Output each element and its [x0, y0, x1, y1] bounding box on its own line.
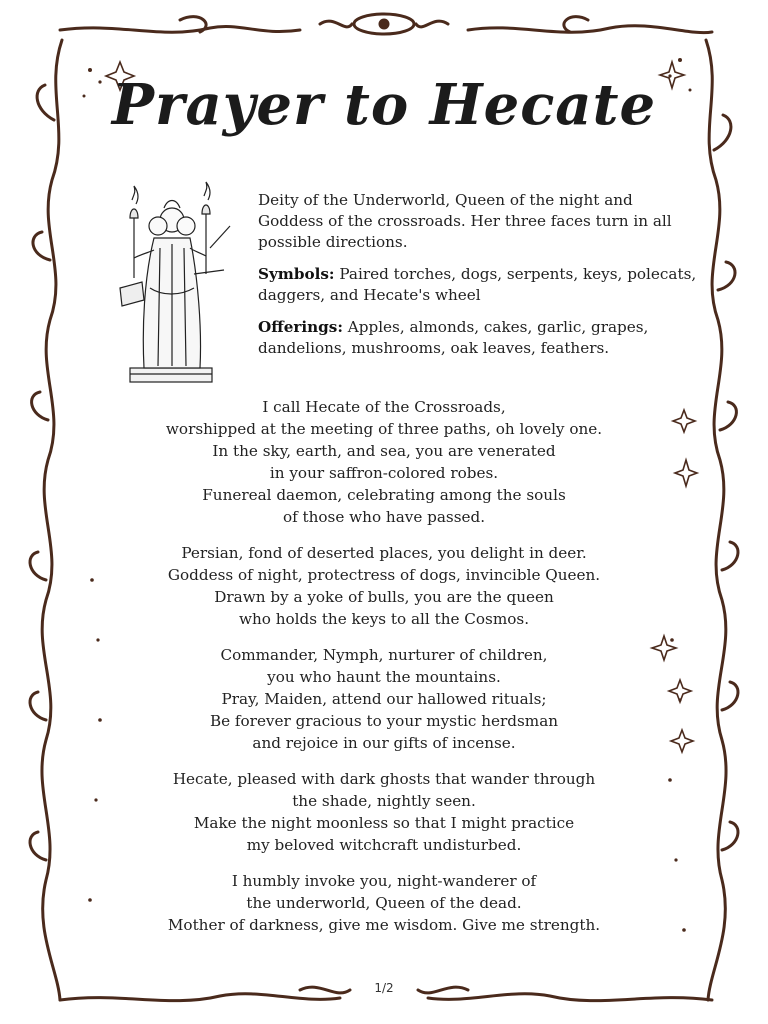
verse-line: Funereal daemon, celebrating among the souls	[202, 486, 566, 504]
verse-line: Commander, Nymph, nurturer of children,	[220, 646, 548, 664]
symbols-label: Symbols:	[258, 265, 335, 283]
symbols-text: Paired torches, dogs, serpents, keys, polecats, daggers, and Hecate's wheel	[258, 265, 697, 304]
intro-text	[258, 190, 698, 370]
hecate-statue-illustration	[114, 178, 232, 386]
stanza	[110, 396, 658, 528]
stanza	[110, 768, 658, 856]
verse-line: I humbly invoke you, night-wanderer of	[231, 872, 537, 890]
verse-line: Goddess of night, protectress of dogs, invincible Queen.	[167, 566, 601, 584]
verse-line: the shade, nightly seen.	[292, 792, 476, 810]
offerings-line	[258, 317, 698, 359]
verse-line: who holds the keys to all the Cosmos.	[238, 610, 530, 628]
verse-line: worshipped at the meeting of three paths, oh lovely one.	[165, 420, 603, 438]
page-title: Prayer to Hecate	[111, 72, 657, 138]
verse-line: my beloved witchcraft undisturbed.	[246, 836, 522, 854]
verse-line: Be forever gracious to your mystic herdsman	[209, 712, 559, 730]
offerings-text: Apples, almonds, cakes, garlic, grapes, dandelions, mushrooms, oak leaves, feathers.	[258, 318, 649, 357]
stanza	[110, 870, 658, 936]
verse-line: of those who have passed.	[282, 508, 486, 526]
prayer-verses	[110, 396, 658, 950]
verse-line: I call Hecate of the Crossroads,	[262, 398, 506, 416]
verse-line: Drawn by a yoke of bulls, you are the queen	[214, 588, 554, 606]
stanza	[110, 542, 658, 630]
verse-line: the underworld, Queen of the dead.	[246, 894, 522, 912]
deity-description: Deity of the Underworld, Queen of the night and Goddess of the crossroads. Her three faces turn in all possible directions.	[258, 191, 672, 251]
verse-line: you who haunt the mountains.	[267, 668, 501, 686]
page-number: 1/2	[374, 981, 394, 995]
verse-line: Pray, Maiden, attend our hallowed rituals;	[221, 690, 547, 708]
verse-line: Persian, fond of deserted places, you delight in deer.	[181, 544, 587, 562]
symbols-line	[258, 264, 698, 306]
verse-line: In the sky, earth, and sea, you are venerated	[212, 442, 556, 460]
verse-line: in your saffron-colored robes.	[269, 464, 499, 482]
verse-line: Hecate, pleased with dark ghosts that wander through	[172, 770, 596, 788]
verse-line: Make the night moonless so that I might practice	[193, 814, 575, 832]
offerings-label: Offerings:	[258, 318, 343, 336]
verse-line: Mother of darkness, give me wisdom. Give me strength.	[167, 916, 601, 934]
verse-line: and rejoice in our gifts of incense.	[252, 734, 516, 752]
stanza	[110, 644, 658, 754]
